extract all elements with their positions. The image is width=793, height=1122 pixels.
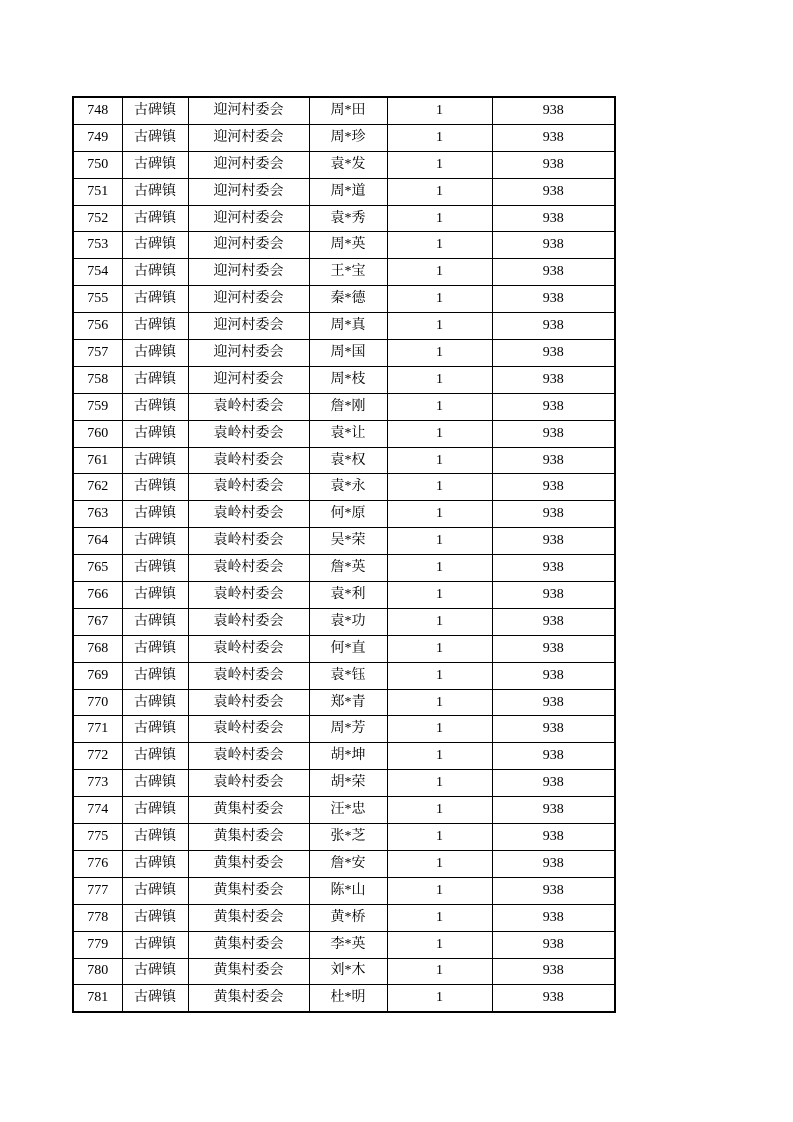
table-row <box>73 770 615 797</box>
row-number-cell: 755 <box>73 286 122 313</box>
town-cell: 古碑镇 <box>122 366 188 393</box>
count-cell: 1 <box>387 501 492 528</box>
amount-cell: 938 <box>492 447 615 474</box>
table-row <box>73 286 615 313</box>
count-cell: 1 <box>387 770 492 797</box>
table-row <box>73 608 615 635</box>
table-row <box>73 985 615 1012</box>
amount-cell: 938 <box>492 904 615 931</box>
count-cell: 1 <box>387 689 492 716</box>
count-cell: 1 <box>387 824 492 851</box>
person-name-cell: 袁*钰 <box>309 662 387 689</box>
count-cell: 1 <box>387 313 492 340</box>
table-row <box>73 366 615 393</box>
amount-cell: 938 <box>492 797 615 824</box>
village-committee-cell: 袁岭村委会 <box>188 716 309 743</box>
row-number-cell: 766 <box>73 582 122 609</box>
row-number-cell: 768 <box>73 635 122 662</box>
town-cell: 古碑镇 <box>122 232 188 259</box>
village-committee-cell: 黄集村委会 <box>188 931 309 958</box>
count-cell: 1 <box>387 178 492 205</box>
village-committee-cell: 迎河村委会 <box>188 340 309 367</box>
table-row <box>73 393 615 420</box>
village-committee-cell: 袁岭村委会 <box>188 393 309 420</box>
person-name-cell: 李*英 <box>309 931 387 958</box>
person-name-cell: 胡*荣 <box>309 770 387 797</box>
count-cell: 1 <box>387 555 492 582</box>
amount-cell: 938 <box>492 958 615 985</box>
table-row <box>73 259 615 286</box>
village-committee-cell: 迎河村委会 <box>188 286 309 313</box>
table-row <box>73 501 615 528</box>
town-cell: 古碑镇 <box>122 286 188 313</box>
row-number-cell: 760 <box>73 420 122 447</box>
person-name-cell: 刘*木 <box>309 958 387 985</box>
village-committee-cell: 袁岭村委会 <box>188 555 309 582</box>
count-cell: 1 <box>387 797 492 824</box>
count-cell: 1 <box>387 205 492 232</box>
person-name-cell: 袁*权 <box>309 447 387 474</box>
person-name-cell: 秦*德 <box>309 286 387 313</box>
row-number-cell: 751 <box>73 178 122 205</box>
count-cell: 1 <box>387 743 492 770</box>
town-cell: 古碑镇 <box>122 635 188 662</box>
row-number-cell: 779 <box>73 931 122 958</box>
count-cell: 1 <box>387 877 492 904</box>
village-committee-cell: 袁岭村委会 <box>188 770 309 797</box>
village-committee-cell: 黄集村委会 <box>188 958 309 985</box>
town-cell: 古碑镇 <box>122 689 188 716</box>
amount-cell: 938 <box>492 582 615 609</box>
town-cell: 古碑镇 <box>122 313 188 340</box>
row-number-cell: 758 <box>73 366 122 393</box>
amount-cell: 938 <box>492 259 615 286</box>
table-row <box>73 931 615 958</box>
person-name-cell: 周*田 <box>309 97 387 124</box>
count-cell: 1 <box>387 985 492 1012</box>
village-committee-cell: 袁岭村委会 <box>188 420 309 447</box>
count-cell: 1 <box>387 366 492 393</box>
amount-cell: 938 <box>492 151 615 178</box>
row-number-cell: 764 <box>73 528 122 555</box>
table-row <box>73 205 615 232</box>
town-cell: 古碑镇 <box>122 931 188 958</box>
amount-cell: 938 <box>492 662 615 689</box>
person-name-cell: 周*国 <box>309 340 387 367</box>
person-name-cell: 袁*功 <box>309 608 387 635</box>
town-cell: 古碑镇 <box>122 151 188 178</box>
village-committee-cell: 迎河村委会 <box>188 205 309 232</box>
person-name-cell: 胡*坤 <box>309 743 387 770</box>
amount-cell: 938 <box>492 716 615 743</box>
row-number-cell: 763 <box>73 501 122 528</box>
town-cell: 古碑镇 <box>122 797 188 824</box>
town-cell: 古碑镇 <box>122 770 188 797</box>
town-cell: 古碑镇 <box>122 985 188 1012</box>
roster-table-body <box>73 97 615 1012</box>
row-number-cell: 773 <box>73 770 122 797</box>
table-row <box>73 124 615 151</box>
row-number-cell: 753 <box>73 232 122 259</box>
count-cell: 1 <box>387 97 492 124</box>
row-number-cell: 772 <box>73 743 122 770</box>
village-committee-cell: 袁岭村委会 <box>188 501 309 528</box>
amount-cell: 938 <box>492 313 615 340</box>
amount-cell: 938 <box>492 501 615 528</box>
person-name-cell: 袁*永 <box>309 474 387 501</box>
amount-cell: 938 <box>492 474 615 501</box>
count-cell: 1 <box>387 850 492 877</box>
row-number-cell: 756 <box>73 313 122 340</box>
village-committee-cell: 迎河村委会 <box>188 232 309 259</box>
amount-cell: 938 <box>492 393 615 420</box>
count-cell: 1 <box>387 151 492 178</box>
table-row <box>73 447 615 474</box>
village-committee-cell: 黄集村委会 <box>188 850 309 877</box>
amount-cell: 938 <box>492 608 615 635</box>
village-committee-cell: 袁岭村委会 <box>188 689 309 716</box>
village-committee-cell: 迎河村委会 <box>188 313 309 340</box>
count-cell: 1 <box>387 582 492 609</box>
amount-cell: 938 <box>492 286 615 313</box>
count-cell: 1 <box>387 608 492 635</box>
town-cell: 古碑镇 <box>122 608 188 635</box>
village-committee-cell: 袁岭村委会 <box>188 608 309 635</box>
row-number-cell: 780 <box>73 958 122 985</box>
town-cell: 古碑镇 <box>122 205 188 232</box>
amount-cell: 938 <box>492 232 615 259</box>
town-cell: 古碑镇 <box>122 447 188 474</box>
row-number-cell: 762 <box>73 474 122 501</box>
row-number-cell: 765 <box>73 555 122 582</box>
village-committee-cell: 袁岭村委会 <box>188 447 309 474</box>
row-number-cell: 778 <box>73 904 122 931</box>
count-cell: 1 <box>387 232 492 259</box>
person-name-cell: 王*宝 <box>309 259 387 286</box>
person-name-cell: 詹*刚 <box>309 393 387 420</box>
amount-cell: 938 <box>492 124 615 151</box>
count-cell: 1 <box>387 124 492 151</box>
person-name-cell: 周*珍 <box>309 124 387 151</box>
table-row <box>73 474 615 501</box>
person-name-cell: 袁*发 <box>309 151 387 178</box>
village-committee-cell: 黄集村委会 <box>188 824 309 851</box>
count-cell: 1 <box>387 286 492 313</box>
person-name-cell: 郑*青 <box>309 689 387 716</box>
row-number-cell: 770 <box>73 689 122 716</box>
town-cell: 古碑镇 <box>122 582 188 609</box>
count-cell: 1 <box>387 904 492 931</box>
table-row <box>73 420 615 447</box>
person-name-cell: 周*芳 <box>309 716 387 743</box>
table-row <box>73 178 615 205</box>
amount-cell: 938 <box>492 824 615 851</box>
person-name-cell: 何*直 <box>309 635 387 662</box>
town-cell: 古碑镇 <box>122 124 188 151</box>
row-number-cell: 775 <box>73 824 122 851</box>
row-number-cell: 757 <box>73 340 122 367</box>
village-committee-cell: 迎河村委会 <box>188 151 309 178</box>
town-cell: 古碑镇 <box>122 501 188 528</box>
table-row <box>73 151 615 178</box>
town-cell: 古碑镇 <box>122 662 188 689</box>
person-name-cell: 周*英 <box>309 232 387 259</box>
table-row <box>73 877 615 904</box>
count-cell: 1 <box>387 393 492 420</box>
amount-cell: 938 <box>492 931 615 958</box>
amount-cell: 938 <box>492 985 615 1012</box>
village-committee-cell: 袁岭村委会 <box>188 743 309 770</box>
table-row <box>73 850 615 877</box>
town-cell: 古碑镇 <box>122 958 188 985</box>
village-committee-cell: 袁岭村委会 <box>188 528 309 555</box>
village-committee-cell: 迎河村委会 <box>188 97 309 124</box>
town-cell: 古碑镇 <box>122 877 188 904</box>
person-name-cell: 詹*英 <box>309 555 387 582</box>
town-cell: 古碑镇 <box>122 393 188 420</box>
village-committee-cell: 迎河村委会 <box>188 366 309 393</box>
table-row <box>73 797 615 824</box>
village-committee-cell: 袁岭村委会 <box>188 662 309 689</box>
person-name-cell: 吴*荣 <box>309 528 387 555</box>
village-committee-cell: 袁岭村委会 <box>188 474 309 501</box>
village-committee-cell: 黄集村委会 <box>188 904 309 931</box>
row-number-cell: 769 <box>73 662 122 689</box>
person-name-cell: 袁*利 <box>309 582 387 609</box>
table-row <box>73 662 615 689</box>
table-row <box>73 958 615 985</box>
table-row <box>73 555 615 582</box>
amount-cell: 938 <box>492 635 615 662</box>
count-cell: 1 <box>387 716 492 743</box>
count-cell: 1 <box>387 958 492 985</box>
town-cell: 古碑镇 <box>122 528 188 555</box>
village-committee-cell: 黄集村委会 <box>188 985 309 1012</box>
town-cell: 古碑镇 <box>122 178 188 205</box>
amount-cell: 938 <box>492 205 615 232</box>
amount-cell: 938 <box>492 770 615 797</box>
town-cell: 古碑镇 <box>122 97 188 124</box>
town-cell: 古碑镇 <box>122 555 188 582</box>
village-committee-cell: 袁岭村委会 <box>188 635 309 662</box>
amount-cell: 938 <box>492 178 615 205</box>
table-row <box>73 716 615 743</box>
person-name-cell: 周*枝 <box>309 366 387 393</box>
table-row <box>73 635 615 662</box>
table-row <box>73 824 615 851</box>
count-cell: 1 <box>387 259 492 286</box>
village-committee-cell: 迎河村委会 <box>188 259 309 286</box>
row-number-cell: 771 <box>73 716 122 743</box>
person-name-cell: 袁*让 <box>309 420 387 447</box>
amount-cell: 938 <box>492 97 615 124</box>
table-row <box>73 743 615 770</box>
row-number-cell: 776 <box>73 850 122 877</box>
town-cell: 古碑镇 <box>122 850 188 877</box>
count-cell: 1 <box>387 474 492 501</box>
count-cell: 1 <box>387 635 492 662</box>
count-cell: 1 <box>387 420 492 447</box>
amount-cell: 938 <box>492 877 615 904</box>
person-name-cell: 周*真 <box>309 313 387 340</box>
town-cell: 古碑镇 <box>122 904 188 931</box>
town-cell: 古碑镇 <box>122 743 188 770</box>
town-cell: 古碑镇 <box>122 474 188 501</box>
person-name-cell: 詹*安 <box>309 850 387 877</box>
table-row <box>73 904 615 931</box>
row-number-cell: 781 <box>73 985 122 1012</box>
roster-table <box>72 96 616 1013</box>
village-committee-cell: 迎河村委会 <box>188 124 309 151</box>
person-name-cell: 陈*山 <box>309 877 387 904</box>
amount-cell: 938 <box>492 366 615 393</box>
person-name-cell: 汪*忠 <box>309 797 387 824</box>
row-number-cell: 750 <box>73 151 122 178</box>
town-cell: 古碑镇 <box>122 824 188 851</box>
person-name-cell: 张*芝 <box>309 824 387 851</box>
amount-cell: 938 <box>492 528 615 555</box>
village-committee-cell: 黄集村委会 <box>188 877 309 904</box>
town-cell: 古碑镇 <box>122 340 188 367</box>
person-name-cell: 杜*明 <box>309 985 387 1012</box>
row-number-cell: 767 <box>73 608 122 635</box>
amount-cell: 938 <box>492 555 615 582</box>
town-cell: 古碑镇 <box>122 259 188 286</box>
amount-cell: 938 <box>492 743 615 770</box>
row-number-cell: 777 <box>73 877 122 904</box>
amount-cell: 938 <box>492 340 615 367</box>
count-cell: 1 <box>387 528 492 555</box>
row-number-cell: 748 <box>73 97 122 124</box>
table-row <box>73 313 615 340</box>
village-committee-cell: 迎河村委会 <box>188 178 309 205</box>
row-number-cell: 774 <box>73 797 122 824</box>
person-name-cell: 袁*秀 <box>309 205 387 232</box>
amount-cell: 938 <box>492 850 615 877</box>
town-cell: 古碑镇 <box>122 716 188 743</box>
town-cell: 古碑镇 <box>122 420 188 447</box>
village-committee-cell: 袁岭村委会 <box>188 582 309 609</box>
person-name-cell: 何*原 <box>309 501 387 528</box>
row-number-cell: 761 <box>73 447 122 474</box>
count-cell: 1 <box>387 340 492 367</box>
row-number-cell: 749 <box>73 124 122 151</box>
village-committee-cell: 黄集村委会 <box>188 797 309 824</box>
amount-cell: 938 <box>492 689 615 716</box>
table-row <box>73 232 615 259</box>
row-number-cell: 754 <box>73 259 122 286</box>
row-number-cell: 752 <box>73 205 122 232</box>
person-name-cell: 周*道 <box>309 178 387 205</box>
table-row <box>73 689 615 716</box>
table-row <box>73 528 615 555</box>
amount-cell: 938 <box>492 420 615 447</box>
table-row <box>73 582 615 609</box>
table-row <box>73 340 615 367</box>
row-number-cell: 759 <box>73 393 122 420</box>
count-cell: 1 <box>387 662 492 689</box>
count-cell: 1 <box>387 447 492 474</box>
count-cell: 1 <box>387 931 492 958</box>
table-row <box>73 97 615 124</box>
person-name-cell: 黄*桥 <box>309 904 387 931</box>
